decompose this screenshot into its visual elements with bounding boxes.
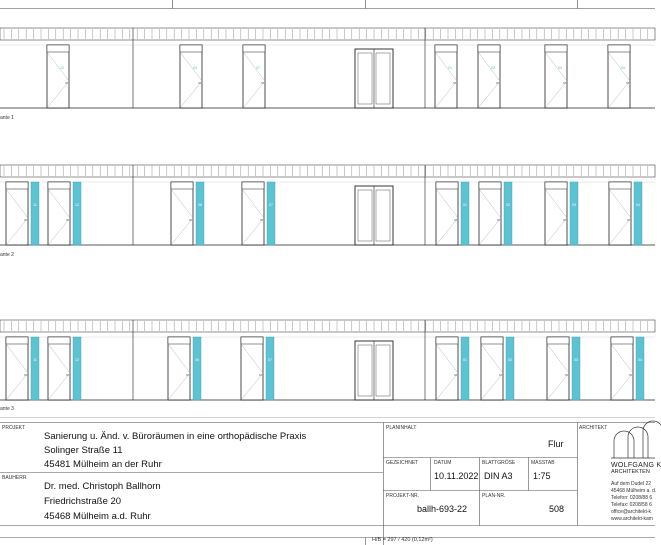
door-code-label: 02 xyxy=(506,203,510,207)
wall-panel-highlight xyxy=(73,337,81,400)
plan-nr-value: 508 xyxy=(549,504,565,514)
door-code-label: 04 xyxy=(193,66,197,70)
door-4 xyxy=(435,45,457,108)
wall-panel-highlight xyxy=(31,182,39,245)
door-7 xyxy=(608,45,630,108)
planinhalt-label: PLANINHALT xyxy=(386,425,417,431)
door-3 xyxy=(243,45,265,108)
wall-panel-highlight xyxy=(193,337,201,400)
variant-label-3: ante 3 xyxy=(0,406,14,412)
wall-panel-highlight xyxy=(31,337,39,400)
door-3 xyxy=(168,337,201,400)
door-code-label: 12 xyxy=(60,66,64,70)
wall-panel-highlight xyxy=(267,182,275,245)
planinhalt-value: Flur xyxy=(548,439,564,449)
door-code-label: 03 xyxy=(558,66,562,70)
wall-panel-highlight xyxy=(572,337,580,400)
wall-panel-highlight xyxy=(570,182,578,245)
wall-panel-highlight xyxy=(634,182,642,245)
door-code-label: 01 xyxy=(448,66,452,70)
projekt-line-3: 45481 Mülheim an der Ruhr xyxy=(44,459,162,470)
projekt-nr-label: PROJEKT-NR. xyxy=(386,493,420,499)
plan-nr-label: PLAN-NR. xyxy=(482,493,506,499)
projekt-nr-value: ballh-693-22 xyxy=(417,504,468,514)
wall-panel-highlight xyxy=(266,337,274,400)
door-1 xyxy=(6,182,39,245)
door-code-label: 06 xyxy=(198,203,202,207)
ceiling-band xyxy=(0,165,655,177)
door-code-label: 01 xyxy=(463,203,467,207)
double-door xyxy=(355,49,393,108)
door-4 xyxy=(242,182,275,245)
architect-address-2: 45468 Mülheim a. d. xyxy=(611,488,657,494)
projekt-line-1: Sanierung u. Änd. v. Büroräumen in eine orthopädische Praxis xyxy=(44,431,307,442)
door-code-label: 06 xyxy=(195,358,199,362)
architect-name-2: ARCHITEKTEN xyxy=(611,469,650,475)
wall-panel-highlight xyxy=(506,337,514,400)
door-code-label: 03 xyxy=(574,358,578,362)
bauherr-line-2: Friedrichstraße 20 xyxy=(44,496,122,507)
door-1 xyxy=(6,337,39,400)
door-5 xyxy=(478,45,500,108)
blattgroesse-value: DIN A3 xyxy=(484,471,513,481)
door-4 xyxy=(241,337,274,400)
door-8 xyxy=(609,182,642,245)
door-code-label: 07 xyxy=(256,66,260,70)
ceiling-band xyxy=(0,28,655,40)
door-7 xyxy=(547,337,580,400)
door-6 xyxy=(481,337,514,400)
wall-panel-highlight xyxy=(461,182,469,245)
double-door xyxy=(355,341,393,400)
door-6 xyxy=(545,45,567,108)
blattgroesse-label: BLATTGRÖSE xyxy=(482,460,516,466)
door-code-label: 04 xyxy=(621,66,625,70)
architect-address-6: www.architekt-kam xyxy=(611,516,653,522)
wall-panel-highlight xyxy=(196,182,204,245)
architect-address-3: Telefon: 0208/88 6 xyxy=(611,495,653,501)
wall-panel-highlight xyxy=(504,182,512,245)
door-code-label: 12 xyxy=(75,358,79,362)
door-code-label: 04 xyxy=(638,358,642,362)
door-code-label: 04 xyxy=(636,203,640,207)
datum-value: 10.11.2022 xyxy=(434,471,479,481)
door-2 xyxy=(48,182,81,245)
door-code-label: 02 xyxy=(508,358,512,362)
bauherr-line-1: Dr. med. Christoph Ballhorn xyxy=(44,481,161,492)
door-5 xyxy=(436,337,469,400)
door-1 xyxy=(47,45,69,108)
architekt-label: ARCHITEKT xyxy=(579,425,608,431)
gezeichnet-label: GEZEICHNET xyxy=(386,460,419,466)
door-8 xyxy=(611,337,644,400)
bauherr-label: BAUHERR xyxy=(2,475,27,481)
wall-panel-highlight xyxy=(73,182,81,245)
massstab-value: 1:75 xyxy=(533,471,551,481)
door-code-label: 11 xyxy=(33,203,37,207)
door-code-label: 07 xyxy=(269,203,273,207)
elevation-2 xyxy=(0,165,655,245)
elevation-variants xyxy=(0,28,655,400)
sheet-size-note: H/B = 297 / 420 (0,12m²) xyxy=(372,537,433,543)
door-7 xyxy=(545,182,578,245)
variant-label-2: ante 2 xyxy=(0,252,14,258)
architect-address-5: office@architekt-k xyxy=(611,509,651,515)
door-2 xyxy=(180,45,202,108)
door-code-label: 03 xyxy=(572,203,576,207)
bauherr-line-3: 45468 Mülheim a.d. Ruhr xyxy=(44,511,151,522)
ceiling-band xyxy=(0,320,655,332)
door-code-label: 07 xyxy=(268,358,272,362)
architect-name-1: WOLFGANG K xyxy=(611,462,661,469)
projekt-label: PROJEKT xyxy=(2,425,26,431)
door-5 xyxy=(436,182,469,245)
datum-label: DATUM xyxy=(434,460,452,466)
door-code-label: 12 xyxy=(75,203,79,207)
door-6 xyxy=(479,182,512,245)
door-2 xyxy=(48,337,81,400)
architect-address-1: Auf dem Dudel 22 xyxy=(611,481,652,487)
projekt-line-2: Solinger Straße 11 xyxy=(44,445,123,456)
variant-label-1: ante 1 xyxy=(0,115,14,121)
elevation-3 xyxy=(0,320,655,400)
massstab-label: MASSTAB xyxy=(531,460,555,466)
double-door xyxy=(355,186,393,245)
door-code-label: 01 xyxy=(463,358,467,362)
door-code-label: 02 xyxy=(491,66,495,70)
architect-address-4: Telefax: 0208/58 6 xyxy=(611,502,652,508)
door-3 xyxy=(171,182,204,245)
door-code-label: 11 xyxy=(33,358,37,362)
wall-panel-highlight xyxy=(636,337,644,400)
elevation-1 xyxy=(0,28,655,108)
wall-panel-highlight xyxy=(461,337,469,400)
